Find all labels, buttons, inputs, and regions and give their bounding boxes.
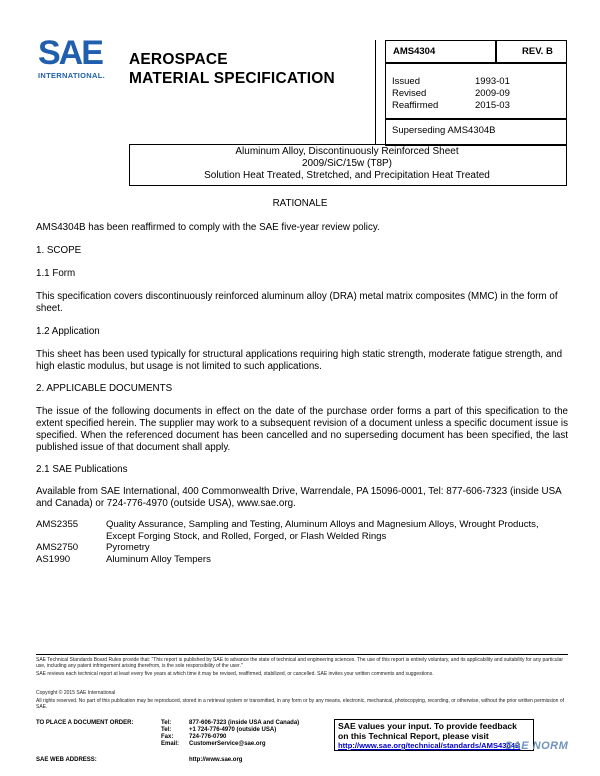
section-1-2-heading: 1.2 Application <box>36 326 100 337</box>
web-label: SAE WEB ADDRESS: <box>36 757 97 763</box>
contact-label: Tel: <box>161 720 172 726</box>
contact-label: Email: <box>161 741 180 747</box>
watermark <box>505 736 600 756</box>
date-value-reaffirmed: 2015-03 <box>475 100 510 111</box>
order-label: TO PLACE A DOCUMENT ORDER: <box>36 720 134 726</box>
doc-number: AMS4304 <box>393 46 436 57</box>
date-label-revised: Revised <box>392 88 427 99</box>
contact-email-link[interactable]: CustomerService@sae.org <box>189 741 266 747</box>
logo-subtext: INTERNATIONAL. <box>38 71 105 80</box>
section-2-heading: 2. APPLICABLE DOCUMENTS <box>36 383 173 394</box>
section-1-heading: 1. SCOPE <box>36 245 82 256</box>
contact-value: 877-606-7323 (inside USA and Canada) <box>189 720 300 726</box>
ref-code: AMS2750 <box>36 542 79 553</box>
date-value-issued: 1993-01 <box>475 76 510 87</box>
rationale-heading: RATIONALE <box>272 198 328 209</box>
footer-rights: All rights reserved. No part of this publication may be reproduced, stored in a retrieval system or transmitted, in any form or by any means, electronic, mechanical, photocopying, recording, or otherwise, without the prior written permission of SAE. <box>36 698 565 711</box>
section-1-2-text: This sheet has been used typically for structural applications requiring high static strength, moderate fatigue strength, and high elastic modulus, but usage is not limited to such applications. <box>36 349 563 372</box>
subject <box>129 146 565 182</box>
footer-divider <box>36 654 568 655</box>
superseding: Superseding AMS4304B <box>392 125 496 136</box>
section-2-text: The issue of the following documents in effect on the date of the purchase order forms a part of this specification to the extent specified herein. The supplier may work to a subsequent revision of a document unless a specific document issue is specified. When the referenced document has been cancelled and no superseding document has been specified, the last published issue of that document shall apply. <box>36 406 568 453</box>
contact-label: Tel: <box>161 727 172 733</box>
ref-code: AS1990 <box>36 554 71 565</box>
contact-label: Fax: <box>161 734 174 740</box>
revision: REV. B <box>522 46 553 57</box>
section-1-1-text: This specification covers discontinuously reinforced aluminum alloy (DRA) metal matrix composites (MMC) in the form of sheet. <box>36 291 558 314</box>
title-line-2: MATERIAL SPECIFICATION <box>129 70 335 87</box>
feedback-link[interactable]: http://www.sae.org/technical/standards/AMS4304B <box>338 741 521 750</box>
section-2-1-heading: 2.1 SAE Publications <box>36 464 128 475</box>
subject-line-3: Solution Heat Treated, Stretched, and Precipitation Heat Treated <box>204 170 490 181</box>
title-line-1: AEROSPACE <box>129 51 228 68</box>
subject-line-1: Aluminum Alloy, Discontinuously Reinforced Sheet <box>235 146 459 157</box>
sae-logo <box>38 36 118 86</box>
section-1-1-heading: 1.1 Form <box>36 268 76 279</box>
footer-copyright: Copyright © 2015 SAE International <box>36 690 116 696</box>
feedback-line-1: SAE values your input. To provide feedback <box>338 721 517 731</box>
page-title <box>129 40 375 98</box>
ref-title: Aluminum Alloy Tempers <box>106 554 211 565</box>
feedback-box <box>334 719 534 751</box>
date-label-reaffirmed: Reaffirmed <box>392 100 439 111</box>
logo-mark: SAE <box>38 34 102 72</box>
feedback-line-2: on this Technical Report, please visit <box>338 731 489 741</box>
contact-value: +1 724-776-4970 (outside USA) <box>189 727 277 733</box>
ref-code: AMS2355 <box>36 519 79 530</box>
web-link[interactable]: http://www.sae.org <box>189 757 243 763</box>
subject-line-2: 2009/SiC/15w (T8P) <box>301 158 393 169</box>
footer-review: SAE reviews each technical report at least every five years at which time it may be revised, reaffirmed, stabilized, or cancelled. SAE invites your written comments and suggestions. <box>36 671 434 677</box>
footer-rules: SAE Technical Standards Board Rules provide that: "This report is published by SAE to advance the state of technical and engineering sciences. The use of this report is entirely voluntary, and its applicability and suitability for any particular use, including any patent infringement arising therefrom, is the sole responsibility of the user." <box>36 657 564 670</box>
contact-value: 724-776-0790 <box>189 734 227 740</box>
date-label-issued: Issued <box>392 76 420 87</box>
date-value-revised: 2009-09 <box>475 88 510 99</box>
watermark-text: SAE NORM <box>505 740 569 752</box>
rationale-text: AMS4304B has been reaffirmed to comply with the SAE five-year review policy. <box>36 222 380 233</box>
ref-title: Pyrometry <box>106 542 150 553</box>
ref-title: Quality Assurance, Sampling and Testing, Aluminum Alloys and Magnesium Alloys, Wrought Products, Except Forging Stock, and Rolled, Forged, or Flash Welded Rings <box>106 519 539 542</box>
section-2-1-text: Available from SAE International, 400 Commonwealth Drive, Warrendale, PA 15096-0001, Tel: 877-606-7323 (inside USA and Canada) or 724-776-4970 (outside USA), www.sae.org. <box>36 486 562 509</box>
